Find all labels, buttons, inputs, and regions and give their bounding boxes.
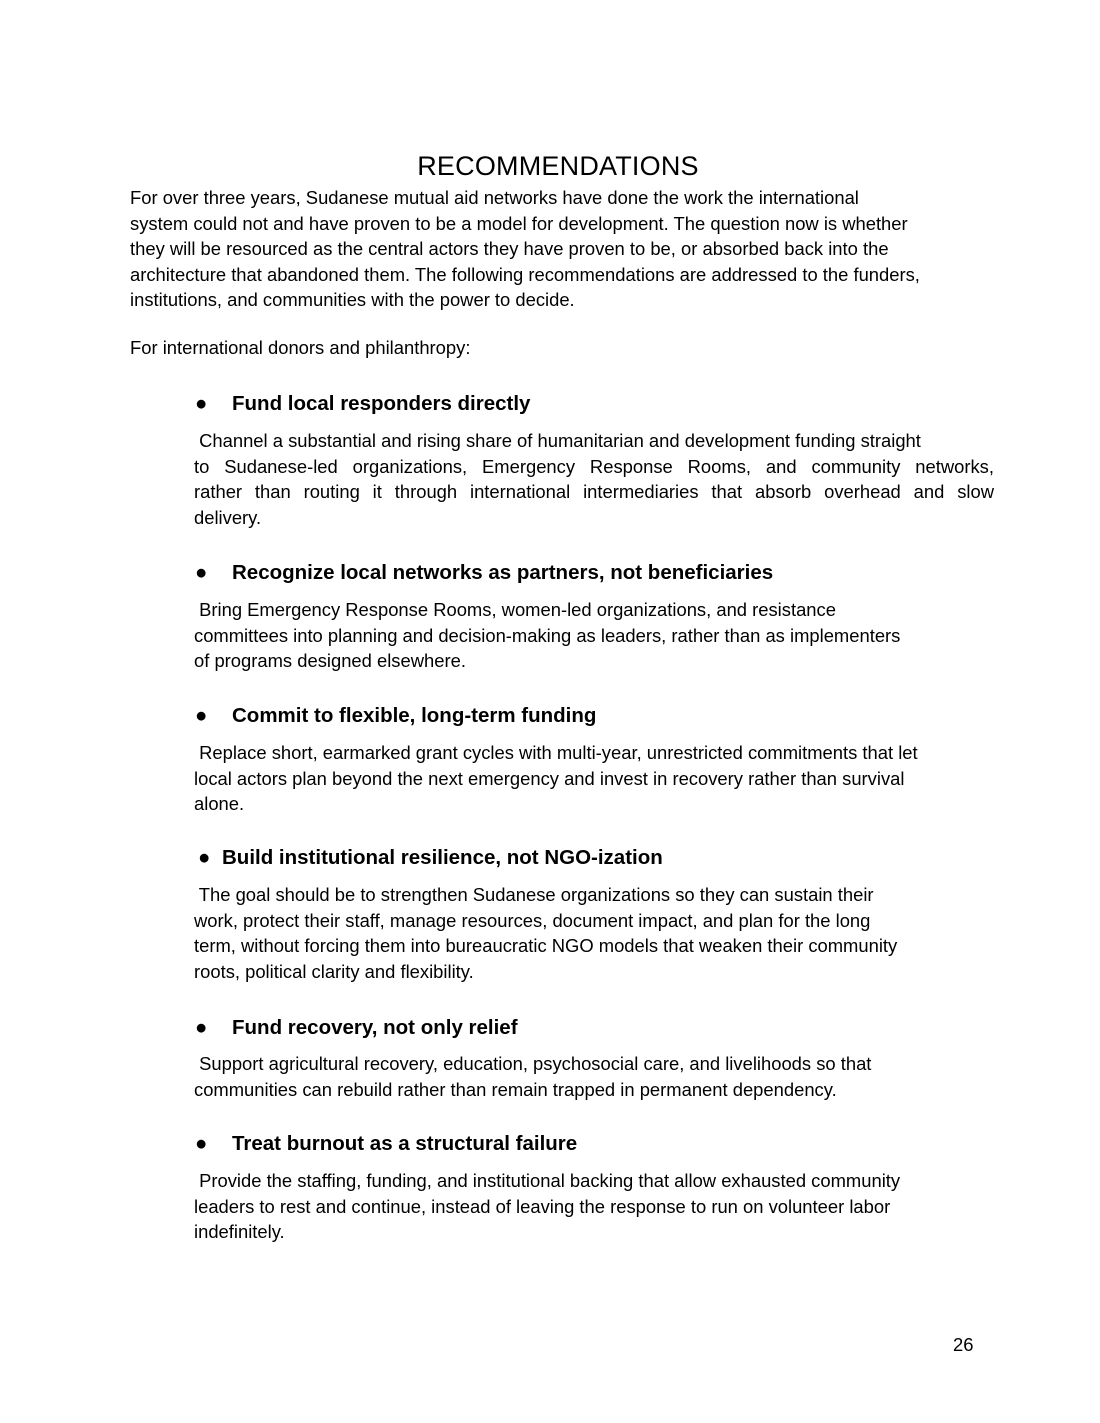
page-title: RECOMMENDATIONS: [417, 151, 699, 182]
body-line: leaders to rest and continue, instead of leaving the response to run on volunteer labor: [194, 1195, 891, 1217]
recommendation-body-partners: [194, 597, 994, 674]
intro-line: they will be resourced as the central actors they have proven to be, or absorbed back into the: [130, 238, 889, 259]
bullet-icon: ●: [195, 1132, 208, 1155]
recommendation-body-flexible-funding: [194, 740, 994, 817]
recommendation-body-recovery: [194, 1051, 994, 1102]
recommendation-heading-burnout: [195, 1131, 577, 1157]
recommendation-heading-fund-local: [195, 391, 530, 417]
body-line: roots, political clarity and flexibility.: [194, 960, 474, 982]
heading-text: Recognize local networks as partners, not beneficiaries: [232, 561, 774, 584]
bullet-icon: ●: [198, 846, 211, 869]
body-line: Bring Emergency Response Rooms, women-led organizations, and resistance: [194, 599, 836, 620]
recommendation-heading-flexible-funding: [195, 703, 596, 729]
heading-text: Commit to flexible, long-term funding: [232, 704, 597, 727]
body-line: Channel a substantial and rising share of humanitarian and development funding straight: [194, 430, 921, 451]
intro-line: For over three years, Sudanese mutual aid networks have done the work the international: [130, 187, 859, 208]
heading-text: Build institutional resilience, not NGO-ization: [222, 846, 663, 869]
audience-label: For international donors and philanthropy:: [130, 337, 471, 358]
recommendation-heading-resilience: [198, 845, 663, 871]
body-line: delivery.: [194, 506, 262, 528]
bullet-icon: ●: [195, 704, 208, 727]
intro-line: system could not and have proven to be a model for development. The question now is whether: [130, 212, 908, 234]
body-line: rather than routing it through international intermediaries that absorb overhead and slow: [194, 481, 994, 502]
recommendation-heading-recovery: [195, 1015, 518, 1041]
intro-paragraph: [130, 185, 1010, 313]
recommendation-body-burnout: [194, 1168, 994, 1245]
body-line: work, protect their staff, manage resources, document impact, and plan for the long: [194, 909, 871, 931]
body-line: term, without forcing them into bureaucratic NGO models that weaken their community: [194, 935, 898, 956]
bullet-icon: ●: [195, 561, 208, 584]
body-line: committees into planning and decision-making as leaders, rather than as implementers: [194, 624, 901, 646]
body-line: Replace short, earmarked grant cycles with multi-year, unrestricted commitments that let: [194, 742, 918, 763]
bullet-icon: ●: [195, 392, 208, 415]
intro-line: architecture that abandoned them. The following recommendations are addressed to the funders,: [130, 263, 920, 285]
body-line: indefinitely.: [194, 1221, 285, 1242]
body-line: communities can rebuild rather than remain trapped in permanent dependency.: [194, 1078, 837, 1100]
recommendation-heading-partners: [195, 560, 773, 586]
body-line: The goal should be to strengthen Sudanese organizations so they can sustain their: [194, 884, 874, 905]
body-line: alone.: [194, 793, 245, 814]
heading-text: Fund recovery, not only relief: [232, 1016, 518, 1039]
recommendation-body-fund-local: [194, 428, 994, 530]
heading-text: Treat burnout as a structural failure: [232, 1132, 578, 1155]
heading-text: Fund local responders directly: [232, 392, 531, 415]
body-line: Provide the staffing, funding, and institutional backing that allow exhausted community: [194, 1170, 901, 1191]
intro-line: institutions, and communities with the power to decide.: [130, 289, 575, 310]
body-line: of programs designed elsewhere.: [194, 650, 466, 671]
body-line: local actors plan beyond the next emergency and invest in recovery rather than survival: [194, 767, 905, 789]
body-line: to Sudanese-led organizations, Emergency Response Rooms, and community networks,: [194, 455, 994, 477]
body-line: Support agricultural recovery, education, psychosocial care, and livelihoods so that: [194, 1053, 872, 1074]
bullet-icon: ●: [195, 1016, 208, 1039]
page-number: 26: [953, 1334, 974, 1355]
recommendation-body-resilience: [194, 882, 994, 984]
